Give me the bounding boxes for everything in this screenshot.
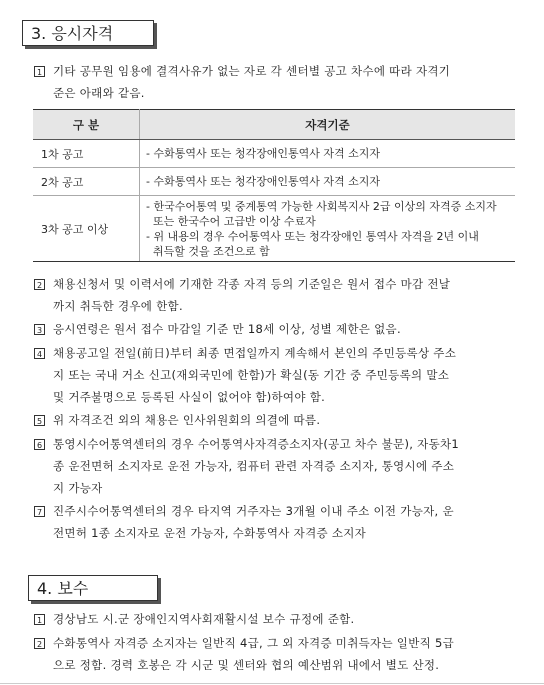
item-7-text-cont: 전면허 1종 소지자로 운전 가능자, 수화통역사 자격증 소지자 bbox=[53, 526, 367, 540]
item-number-box: 4 bbox=[34, 348, 45, 359]
item-4-text: 채용공고일 전일(前日)부터 최종 면접일까지 계속해서 본인의 주민등록상 주소 bbox=[53, 346, 457, 360]
table-row bbox=[33, 140, 515, 168]
pay-item-2-text: 수화통역사 자격증 소지자는 일반직 4급, 그 외 자격증 미취득자는 일반직 5급 bbox=[53, 636, 455, 650]
table-header-criteria: 자격기준 bbox=[140, 110, 516, 140]
criteria-line: 취득할 것을 조건으로 함 bbox=[146, 244, 270, 258]
row-label: 1차 공고 bbox=[33, 140, 140, 168]
item-2-text-cont: 까지 취득한 경우에 한함. bbox=[53, 299, 183, 313]
item-6-text: 통영시수어통역센터의 경우 수어통역사자격증소지자(공고 차수 불문), 자동차1 bbox=[53, 437, 460, 451]
item-number-box: 7 bbox=[34, 506, 45, 517]
item-5-text: 위 자격조건 외의 채용은 인사위원회의 의결에 따름. bbox=[53, 413, 321, 427]
criteria-line: - 수화통역사 또는 청각장애인통역사 자격 소지자 bbox=[146, 175, 380, 188]
item-number-box: 2 bbox=[34, 279, 45, 290]
item-number-box: 6 bbox=[34, 439, 45, 450]
item-2-text: 채용신청서 및 이력서에 기재한 각종 자격 등의 기준일은 원서 접수 마감 전날 bbox=[53, 277, 451, 291]
table-header-category: 구 분 bbox=[33, 110, 140, 140]
criteria-line: 또는 한국수어 고급반 이상 수료자 bbox=[146, 214, 316, 228]
item-1-text: 기타 공무원 임용에 결격사유가 없는 자로 각 센터별 공고 차수에 따라 자격기 bbox=[53, 64, 451, 78]
section-3-title: 3. 응시자격 bbox=[22, 20, 154, 46]
section-4-title: 4. 보수 bbox=[28, 575, 158, 601]
row-criteria bbox=[140, 140, 516, 168]
row-label: 2차 공고 bbox=[33, 168, 140, 196]
criteria-line: - 한국수어통역 및 중계통역 가능한 사회복지사 2급 이상의 자격증 소지자 bbox=[146, 199, 497, 213]
item-number-box: 2 bbox=[34, 638, 45, 649]
item-6-text-cont: 지 가능자 bbox=[53, 481, 103, 495]
item-number-box: 5 bbox=[34, 415, 45, 426]
criteria-line: - 수화통역사 또는 청각장애인통역사 자격 소지자 bbox=[146, 147, 380, 160]
table-row bbox=[33, 168, 515, 196]
row-criteria bbox=[140, 168, 516, 196]
pay-item-1-text: 경상남도 시.군 장애인지역사회재활시설 보수 규정에 준함. bbox=[53, 612, 355, 626]
table-row bbox=[33, 196, 515, 262]
item-3-text: 응시연령은 원서 접수 마감일 기준 만 18세 이상, 성별 제한은 없음. bbox=[53, 322, 401, 336]
row-label: 3차 공고 이상 bbox=[33, 196, 140, 262]
item-4-text-cont: 및 거주불명으로 등록된 사실이 없어야 함)하여야 함. bbox=[53, 390, 326, 404]
item-number-box: 1 bbox=[34, 614, 45, 625]
page-bottom-divider bbox=[0, 683, 544, 684]
qualification-table bbox=[33, 109, 515, 262]
item-6-text-cont: 종 운전면허 소지자로 운전 가능자, 컴퓨터 관련 자격증 소지자, 통영시에 주소 bbox=[53, 459, 455, 473]
criteria-line: - 위 내용의 경우 수어통역사 또는 청각장애인 통역사 자격을 2년 이내 bbox=[146, 229, 479, 243]
row-criteria bbox=[140, 196, 516, 262]
item-number-box: 3 bbox=[34, 324, 45, 335]
item-1-text-cont: 준은 아래와 같음. bbox=[53, 86, 145, 100]
item-number-box: 1 bbox=[34, 66, 45, 77]
pay-item-2-text-cont: 으로 정함. 경력 호봉은 각 시군 및 센터와 협의 예산범위 내에서 별도 산정. bbox=[53, 658, 440, 672]
item-7-text: 진주시수어통역센터의 경우 타지역 거주자는 3개월 이내 주소 이전 가능자, 운 bbox=[53, 504, 454, 518]
item-4-text-cont: 지 또는 국내 거소 신고(재외국민에 한함)가 확실(동 기간 중 주민등록의 말소 bbox=[53, 368, 450, 382]
